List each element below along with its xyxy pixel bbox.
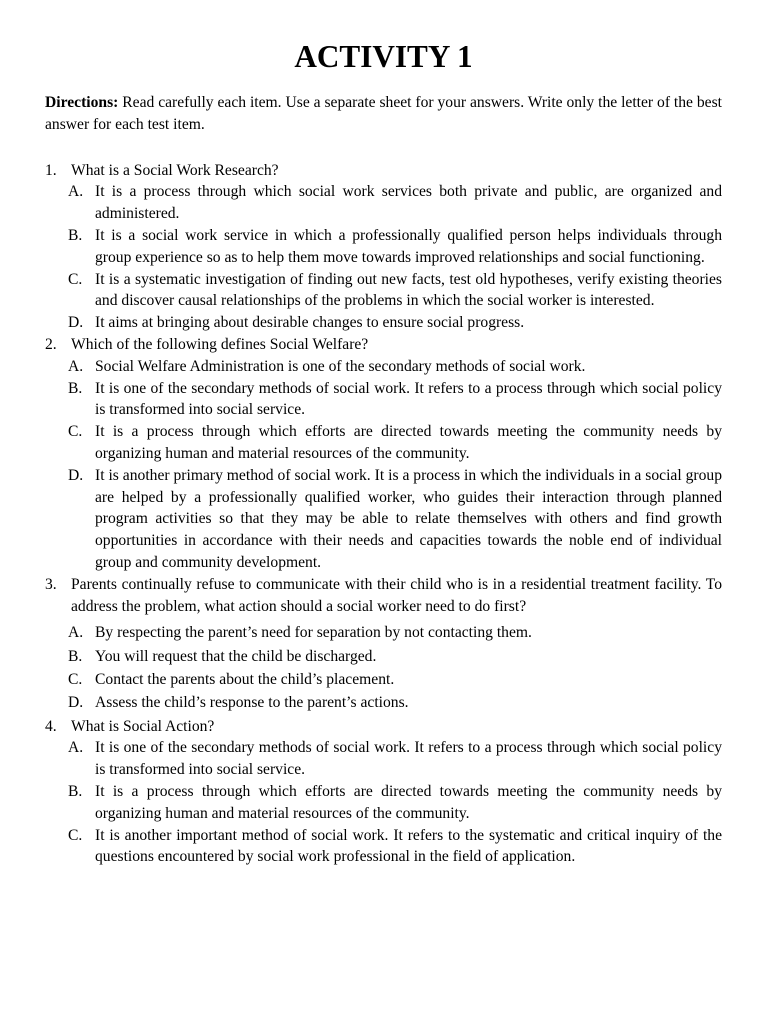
option-text: Social Welfare Administration is one of the secondary methods of social work.: [95, 357, 586, 375]
option-text: You will request that the child be discharged.: [95, 647, 377, 665]
option-letter: C.: [68, 670, 83, 688]
question-4: [45, 716, 722, 869]
option-letter: B.: [68, 379, 83, 397]
option-d: [45, 465, 722, 574]
option-letter: A.: [68, 357, 84, 375]
option-text: It is one of the secondary methods of social work. It refers to a process through which social policy is transformed into social service.: [95, 739, 722, 779]
option-c: [45, 269, 722, 313]
option-b: [45, 646, 722, 668]
option-letter: B.: [68, 782, 83, 800]
option-letter: A.: [68, 624, 84, 642]
option-text: It is a social work service in which a professionally qualified person helps individuals through group experience so as to help them move towards improved relationships and social functioning.: [95, 226, 722, 266]
option-text: It is another important method of social work. It refers to the systematic and critical inquiry of the questions encountered by social work professional in the field of application.: [95, 826, 722, 866]
option-d: [45, 692, 722, 714]
option-text: It aims at bringing about desirable changes to ensure social progress.: [95, 314, 525, 332]
option-letter: B.: [68, 647, 83, 665]
option-a: [45, 181, 722, 225]
option-text: It is another primary method of social work. It is a process in which the individuals in a social group are helped by a professionally qualified worker, who guides their interaction through planned program activities so that they may be able to relate themselves with others and find growth opportunities in accordance with their needs and capacities towards the noble end of individual group and community development.: [95, 466, 722, 571]
option-list: [68, 356, 722, 574]
option-letter: D.: [68, 694, 84, 712]
question-number: 4.: [45, 717, 57, 735]
question-number: 1.: [45, 161, 57, 179]
directions-label: Directions:: [45, 94, 119, 111]
question-3: [45, 574, 722, 714]
option-letter: D.: [68, 314, 84, 332]
option-letter: A.: [68, 739, 84, 757]
question-text: Parents continually refuse to communicate with their child who is in a residential treatment facility. To address the problem, what action should a social worker need to do first?: [71, 575, 722, 615]
option-text: Assess the child’s response to the parent’s actions.: [95, 694, 409, 712]
option-a: [45, 737, 722, 781]
option-c: [45, 669, 722, 691]
option-b: [45, 225, 722, 269]
option-text: It is a process through which efforts are directed towards meeting the community needs by organizing human and material resources of the community.: [95, 423, 722, 462]
option-d: [45, 312, 722, 334]
question-1: [45, 160, 722, 334]
option-b: [45, 781, 722, 825]
option-list: [68, 622, 722, 714]
option-text: It is a systematic investigation of finding out new facts, test old hypotheses, verify existing theories and discover causal relationships of the problems in which the social worker is interested.: [95, 270, 722, 310]
option-text: Contact the parents about the child’s placement.: [95, 670, 395, 688]
question-text: Which of the following defines Social Welfare?: [71, 335, 369, 353]
page-title: ACTIVITY 1: [294, 39, 473, 74]
question-list: [45, 160, 722, 869]
directions-text: Read carefully each item. Use a separate sheet for your answers. Write only the letter of the best answer for each test item.: [45, 94, 722, 133]
option-letter: C.: [68, 423, 83, 441]
question-text: What is a Social Work Research?: [71, 161, 279, 179]
option-a: [45, 622, 722, 644]
option-text: It is a process through which social work services both private and public, are organized and administered.: [95, 183, 722, 223]
option-c: [45, 421, 722, 465]
option-text: It is one of the secondary methods of social work. It refers to a process through which social policy is transformed into social service.: [95, 379, 722, 419]
option-letter: D.: [68, 466, 84, 484]
option-letter: B.: [68, 226, 83, 244]
option-c: [45, 825, 722, 869]
option-a: [45, 356, 722, 378]
option-letter: C.: [68, 270, 83, 288]
option-list: [68, 737, 722, 868]
directions-paragraph: [45, 92, 722, 136]
option-letter: C.: [68, 826, 83, 844]
option-list: [68, 181, 722, 334]
option-text: By respecting the parent’s need for separation by not contacting them.: [95, 624, 532, 642]
option-b: [45, 378, 722, 422]
question-2: [45, 334, 722, 574]
question-number: 3.: [45, 575, 57, 593]
option-text: It is a process through which efforts are directed towards meeting the community needs by organizing human and material resources of the community.: [95, 782, 722, 822]
option-letter: A.: [68, 183, 84, 201]
question-text: What is Social Action?: [71, 717, 215, 735]
question-number: 2.: [45, 335, 57, 353]
